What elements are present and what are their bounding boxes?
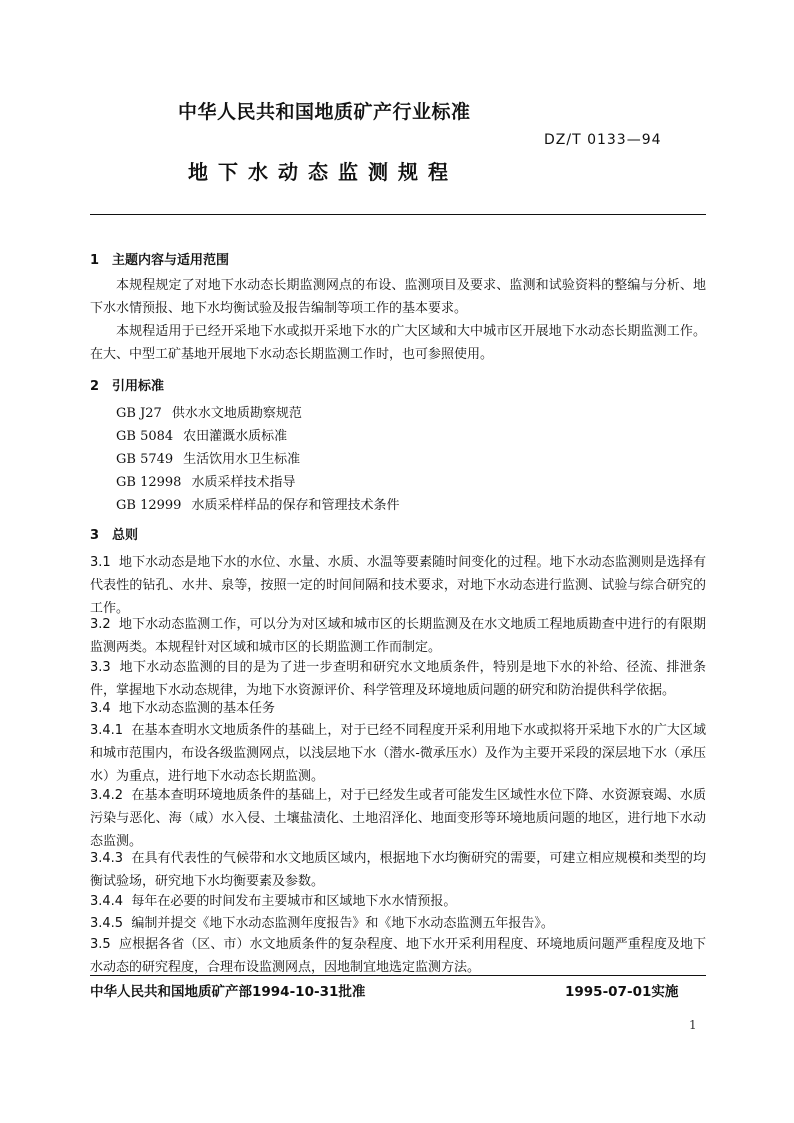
standard-code: DZ/T 0133—94	[544, 132, 662, 148]
clause-3-5	[90, 933, 706, 979]
reference-code: GB 5084	[116, 429, 174, 444]
section-2-heading	[90, 375, 164, 394]
effective-date: 1995-07-01实施	[565, 984, 679, 1000]
clause-text: 在基本查明环境地质条件的基础上，对于已经发生或者可能发生区域性水位下降、水资源衰竭、水质污染与恶化、海（咸）水入侵、土壤盐渍化、土地沼泽化、地面变形等环境地质问题的地区，进行地下水动态监测。	[90, 788, 706, 849]
clause-text: 每年在必要的时间发布主要城市和区域地下水水情预报。	[131, 894, 457, 909]
clause-text: 应根据各省（区、市）水文地质条件的复杂程度、地下水开采利用程度、环境地质问题严重程度及地下水动态的研究程度，合理布设监测网点，因地制宜地选定监测方法。	[90, 937, 706, 975]
issuing-organization: 中华人民共和国地质矿产行业标准	[178, 101, 471, 123]
clause-3-3	[90, 656, 706, 702]
clause-number: 3.4.5	[90, 916, 124, 931]
reference-name: 水质采样技术指导	[191, 475, 296, 490]
clause-text: 在基本查明水文地质条件的基础上，对于已经不同程度开采利用地下水或拟将开采地下水的广大区域和城市范围内，布设各级监测网点，以浅层地下水（潜水-微承压水）及作为主要开采段的深层地下水（承压水）为重点，进行地下水动态长期监测。	[90, 723, 706, 784]
reference-item	[116, 425, 287, 448]
clause-text: 地下水动态是地下水的水位、水量、水质、水温等要素随时间变化的过程。地下水动态监测则是选择有代表性的钻孔、水井、泉等，按照一定的时间间隔和技术要求，对地下水动态进行监测、试验与综合研究的工作。	[90, 555, 706, 616]
reference-item	[116, 448, 300, 471]
reference-name: 农田灌溉水质标准	[183, 429, 288, 444]
reference-code: GB J27	[116, 406, 162, 421]
reference-name: 生活饮用水卫生标准	[183, 452, 301, 467]
reference-name: 供水水文地质勘察规范	[171, 406, 302, 421]
clause-number: 3.4.4	[90, 894, 124, 909]
clause-3-4	[90, 697, 706, 720]
reference-item	[116, 494, 399, 517]
reference-code: GB 5749	[116, 452, 174, 467]
section-title: 引用标准	[112, 379, 165, 394]
section-number: 1	[90, 253, 100, 268]
clause-number: 3.4.3	[90, 851, 124, 866]
clause-3-4-4	[90, 890, 706, 913]
clause-number: 3.1	[90, 555, 111, 570]
clause-3-1	[90, 551, 706, 620]
clause-3-4-2	[90, 784, 706, 853]
clause-text: 地下水动态监测的基本任务	[118, 701, 275, 716]
approval-line: 中华人民共和国地质矿产部1994-10-31批准	[90, 984, 366, 1000]
clause-text: 编制并提交《地下水动态监测年度报告》和《地下水动态监测五年报告》。	[131, 916, 554, 931]
section-title: 主题内容与适用范围	[112, 253, 230, 268]
reference-item	[116, 471, 295, 494]
clause-3-4-1	[90, 719, 706, 788]
section-number: 2	[90, 379, 100, 394]
clause-text: 地下水动态监测工作，可以分为对区域和城市区的长期监测及在水文地质工程地质勘查中进行的有限期监测两类。本规程针对区域和城市区的长期监测工作而制定。	[90, 617, 706, 655]
reference-item	[116, 402, 302, 425]
section-title: 总则	[112, 528, 139, 543]
clause-number: 3.5	[90, 937, 111, 952]
clause-3-2	[90, 613, 706, 659]
clause-number: 3.4.2	[90, 788, 124, 803]
section-number: 3	[90, 528, 100, 543]
footer-divider	[90, 975, 706, 976]
clause-3-4-3	[90, 847, 706, 893]
section-1-paragraph-2: 本规程适用于已经开采地下水或拟开采地下水的广大区域和大中城市区开展地下水动态长期监测工作。在大、中型工矿基地开展地下水动态长期监测工作时，也可参照使用。	[90, 324, 706, 362]
section-3-heading	[90, 524, 138, 543]
clause-text: 地下水动态监测的目的是为了进一步查明和研究水文地质条件，特别是地下水的补给、径流、排泄条件，掌握地下水动态规律，为地下水资源评价、科学管理及环境地质问题的研究和防治提供科学依据。	[90, 660, 706, 698]
reference-name: 水质采样样品的保存和管理技术条件	[191, 498, 400, 513]
reference-code: GB 12999	[116, 498, 182, 513]
page-number: 1	[689, 1018, 697, 1032]
reference-code: GB 12998	[116, 475, 182, 490]
clause-number: 3.4.1	[90, 723, 124, 738]
clause-number: 3.4	[90, 701, 111, 716]
clause-number: 3.2	[90, 617, 111, 632]
clause-text: 在具有代表性的气候带和水文地质区域内，根据地下水均衡研究的需要，可建立相应规模和类型的均衡试验场，研究地下水均衡要素及参数。	[90, 851, 706, 889]
section-1-paragraph-1: 本规程规定了对地下水动态长期监测网点的布设、监测项目及要求、监测和试验资料的整编与分析、地下水水情预报、地下水均衡试验及报告编制等项工作的基本要求。	[90, 278, 706, 316]
section-1-heading	[90, 249, 229, 268]
header-divider	[90, 214, 706, 215]
clause-3-4-5	[90, 912, 706, 935]
document-title: 地下水动态监测规程	[188, 160, 458, 184]
clause-number: 3.3	[90, 660, 111, 675]
